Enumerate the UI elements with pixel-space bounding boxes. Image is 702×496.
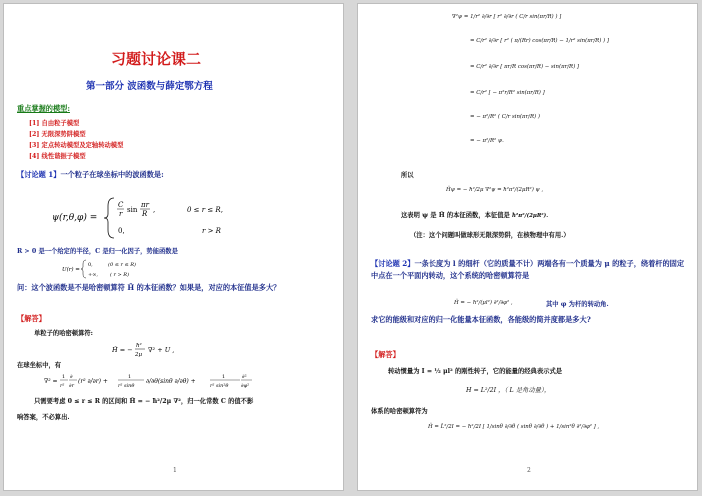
svg-text:r² sinθ: r² sinθ <box>118 383 135 389</box>
svg-text:r: r <box>119 210 123 218</box>
potential-function <box>62 258 172 284</box>
svg-text:0,: 0, <box>118 227 125 235</box>
svg-text:sin: sin <box>127 206 138 214</box>
svg-text:0 ≤ r ≤ R,: 0 ≤ r ≤ R, <box>187 206 223 214</box>
rotor-hamiltonian: Ĥ = − ħ²/(μl²) ∂²/∂φ² , <box>454 300 513 306</box>
classic-hamiltonian: H = L²/2I ，（ L 是角动量）， <box>466 387 551 394</box>
page-number-2: 2 <box>527 467 531 474</box>
svg-text:R: R <box>142 210 148 218</box>
answer-tag: 【解答】 <box>17 314 46 323</box>
derivation-line-6: = − π²/R² ψ. <box>470 138 504 144</box>
answer-tag-2: 【解答】 <box>371 350 400 359</box>
discussion-1-line <box>17 170 164 180</box>
h-result-eq: Ĥψ = − ħ²/2μ ∇²ψ = ħ²π²/(2μR²) ψ , <box>446 187 544 193</box>
page-title: 习题讨论课二 <box>111 50 202 68</box>
svg-text:πr: πr <box>141 201 149 209</box>
svg-text:Ĥ = −: Ĥ = − <box>112 346 133 354</box>
consider-text-b: 响答案，不必算出. <box>17 414 70 421</box>
svg-text:r² sin²θ: r² sin²θ <box>210 383 229 389</box>
derivation-line-3: = C/r² ∂/∂r [ πr/R cos(πr/R) − sin(πr/R) ] <box>470 64 579 70</box>
model-item-1: [1] 自由粒子模型 <box>29 120 80 127</box>
svg-text:2μ: 2μ <box>135 352 143 358</box>
key-models-header: 重点掌握的模型: <box>17 104 70 113</box>
discussion-1-text: 一个粒子在球坐标中的波函数是: <box>60 170 164 179</box>
derivation-line-4: = C/r² [ − π²r/R² sin(πr/R) ] <box>470 90 545 96</box>
discussion-2-question: 求它的能级和对应的归一化能量本征函数，各能级的简并度都是多大? <box>371 315 591 324</box>
phi-note: 其中 φ 为杆的转动角. <box>546 301 609 308</box>
laplacian-eq <box>44 370 304 396</box>
discussion-1-tag: 【讨论题 1】 <box>17 170 61 179</box>
laplacian-graphic <box>44 370 304 392</box>
single-particle-text: 单粒子的哈密顿算符: <box>34 330 93 337</box>
system-h-intro: 体系的哈密顿算符为 <box>371 408 428 415</box>
model-item-4: [4] 线性谐振子模型 <box>29 153 86 160</box>
svg-text:ħ²: ħ² <box>136 343 142 349</box>
svg-text:∂/∂θ(sinθ ∂/∂θ) +: ∂/∂θ(sinθ ∂/∂θ) + <box>146 378 196 385</box>
svg-text:∇² =: ∇² = <box>44 378 58 385</box>
section-subtitle: 第一部分 波函数与薛定鄂方程 <box>86 81 213 92</box>
spherical-text: 在球坐标中，有 <box>17 362 62 369</box>
discussion-2-block <box>371 258 689 282</box>
svg-text:(r² ∂/∂r) +: (r² ∂/∂r) + <box>78 378 108 385</box>
system-hamiltonian: Ĥ = L̂²/2I = − ħ²/2I [ 1/sinθ ∂/∂θ ( sinθ ∂/∂θ ) + 1/sin²θ ∂²/∂φ² ] , <box>428 424 600 430</box>
psi-equation-graphic <box>52 194 292 242</box>
page-number-1: 1 <box>173 467 177 474</box>
derivation-line-2: = C/r² ∂/∂r [ r² ( π/(Rr) cos(πr/R) − 1/r² sin(πr/R) ) ] <box>470 38 609 44</box>
svg-text:C: C <box>118 201 124 209</box>
svg-text:r > R: r > R <box>202 227 221 235</box>
therefore-text: 所以 <box>401 172 414 179</box>
page-1 <box>3 3 344 491</box>
svg-text:∂: ∂ <box>70 374 73 380</box>
eigen-value: ħ²π²/(2μR²). <box>512 213 549 219</box>
svg-text:+∞,: +∞, <box>88 272 98 278</box>
hamiltonian-graphic <box>112 340 202 360</box>
potential-graphic <box>62 258 172 280</box>
svg-text:∂r: ∂r <box>69 383 74 389</box>
svg-text:1: 1 <box>128 374 132 380</box>
svg-text:1: 1 <box>222 374 226 380</box>
psi-equation <box>52 194 292 244</box>
derivation-line-1: ∇²ψ = 1/r² ∂/∂r [ r² ∂/∂r ( C/r sin(πr/R) ) ] <box>452 14 562 20</box>
hamiltonian-eq <box>112 340 202 364</box>
r-note: R > 0 是一个给定的半径，C 是归一化因子，势能函数是 <box>17 248 178 255</box>
derivation-line-5: = − π²/R² ( C/r sin(πr/R) ) <box>470 114 540 120</box>
svg-text:∂φ²: ∂φ² <box>241 383 250 389</box>
question-text: 问：这个波函数是不是哈密顿算符 Ĥ 的本征函数？如果是，对应的本征值是多大？ <box>17 283 281 292</box>
svg-text:∂²: ∂² <box>242 374 247 380</box>
discussion-2-tag: 【讨论题 2】 <box>371 259 415 268</box>
svg-text:0,: 0, <box>88 262 93 268</box>
svg-text:( r > R): ( r > R) <box>110 272 130 278</box>
eigen-line <box>401 210 548 219</box>
svg-text:∇² + U ,: ∇² + U , <box>148 346 175 354</box>
model-item-3: [3] 定点转动模型及定轴转动模型 <box>29 142 124 149</box>
model-item-2: [2] 无限深势阱模型 <box>29 131 86 138</box>
eigen-text: 这表明 ψ 是 Ĥ 的本征函数，本征值是 <box>401 212 510 219</box>
discussion-2-text: 一条长度为 l 的细杆（它的质量不计）两端各有一个质量为 μ 的粒子，绕着杆的固定中点在一个平面内转动，这个系统的哈密顿算符是 <box>371 259 685 280</box>
svg-text:1: 1 <box>62 374 66 380</box>
svg-text:ψ(r,θ,φ) =: ψ(r,θ,φ) = <box>52 213 98 223</box>
svg-text:(0 ≤ r ≤ R): (0 ≤ r ≤ R) <box>108 262 136 268</box>
page-2 <box>357 3 698 491</box>
consider-text-a: 只需要考虑 0 ≤ r ≤ R 的区间和 Ĥ = − ħ²/2μ ∇²，归一化常数 C 的值不影 <box>34 398 254 405</box>
svg-text:,: , <box>153 206 156 214</box>
svg-text:r²: r² <box>60 383 65 389</box>
svg-text:U(r) =: U(r) = <box>62 267 80 273</box>
inertia-text: 转动惯量为 I = ½ μl² 的刚性转子，它的能量的经典表示式是 <box>388 368 563 375</box>
note-text: （注：这个问题叫做球形无限深势阱，在核物理中有用.） <box>410 232 570 239</box>
